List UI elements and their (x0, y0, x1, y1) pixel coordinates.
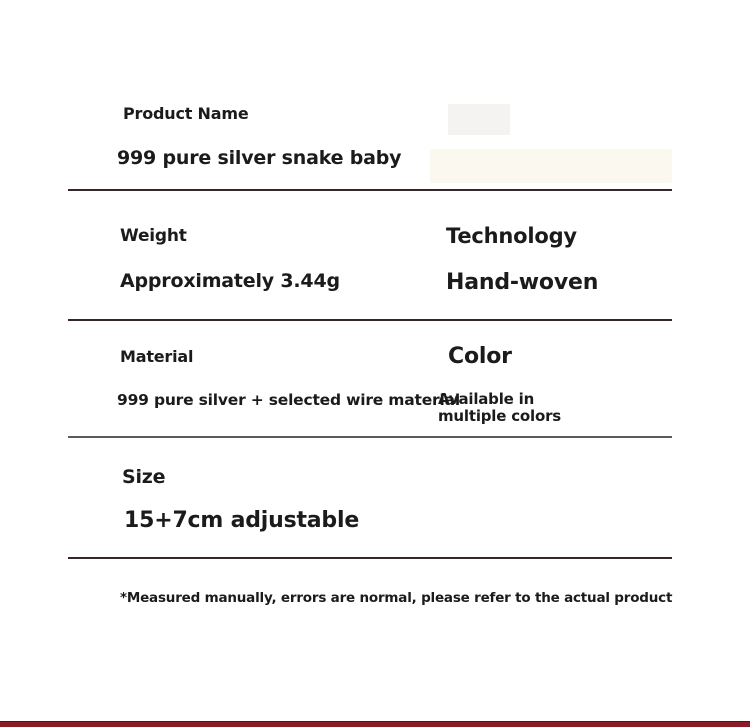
section-divider (68, 189, 672, 191)
artifact-patch (448, 104, 510, 135)
technology-label: Technology (446, 224, 577, 248)
material-value: 999 pure silver + selected wire material (117, 391, 460, 409)
technology-value: Hand-woven (446, 270, 599, 295)
weight-label: Weight (120, 226, 187, 246)
section-divider (68, 319, 672, 321)
color-label: Color (448, 344, 512, 369)
color-value: Available in multiple colors (438, 390, 562, 425)
material-label: Material (120, 347, 194, 366)
weight-value: Approximately 3.44g (120, 270, 340, 292)
size-value: 15+7cm adjustable (124, 508, 360, 533)
product-name-value: 999 pure silver snake baby (117, 147, 402, 169)
product-name-label: Product Name (123, 104, 249, 123)
bottom-accent-bar (0, 721, 750, 727)
artifact-patch (430, 149, 672, 183)
size-label: Size (122, 466, 166, 488)
section-divider (68, 557, 672, 559)
measurement-disclaimer: *Measured manually, errors are normal, please refer to the actual product (120, 590, 673, 606)
section-divider (68, 436, 672, 438)
